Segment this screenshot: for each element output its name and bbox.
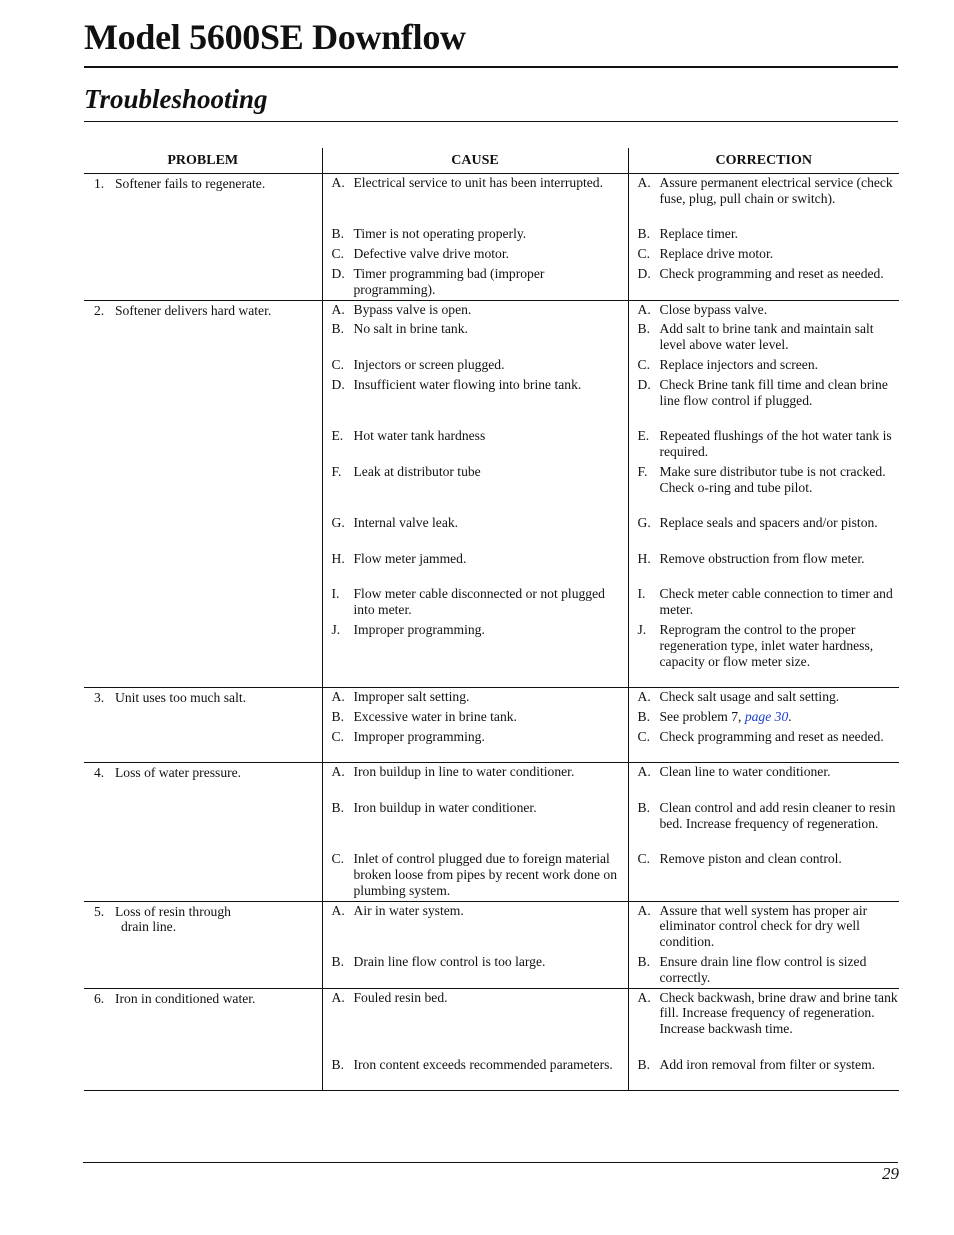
- table-row: [84, 763, 899, 901]
- cause-item: [332, 903, 628, 954]
- item-letter: A.: [331, 301, 345, 317]
- cause-cell: [322, 988, 628, 1091]
- item-letter: B.: [331, 321, 344, 337]
- cause-item: [332, 990, 628, 1057]
- correction-text-main: Replace drive motor.: [659, 246, 774, 262]
- cause-item: [332, 266, 628, 298]
- cause-item: [332, 586, 628, 622]
- cause-text: Electrical service to unit has been interrupted.: [353, 175, 603, 190]
- correction-text: [660, 622, 900, 685]
- cause-cell: [322, 901, 628, 988]
- cause-item: [332, 551, 628, 587]
- cause-item: [332, 954, 628, 986]
- problem-number: 3.: [94, 690, 105, 706]
- cause-item: [332, 226, 628, 246]
- cause-item: [332, 689, 628, 709]
- item-letter: A.: [637, 689, 651, 705]
- item-letter: C.: [331, 356, 344, 372]
- cause-cell: [322, 763, 628, 901]
- item-letter: G.: [637, 515, 651, 531]
- cause-text: Excessive water in brine tank.: [353, 708, 517, 724]
- correction-text-main: Check meter cable connection to timer and meter.: [659, 586, 893, 618]
- item-letter: F.: [637, 463, 648, 479]
- correction-text: [660, 302, 900, 322]
- cause-item: [332, 464, 628, 515]
- table-row: [84, 688, 899, 763]
- correction-text-main: Make sure distributor tube is not cracked. Check o-ring and tube pilot.: [659, 463, 886, 495]
- correction-text-main: Assure permanent electrical service (check fuse, plug, pull chain or switch).: [659, 175, 893, 206]
- correction-text: [660, 266, 900, 298]
- correction-text-end: .: [788, 708, 792, 724]
- item-letter: F.: [331, 463, 342, 479]
- item-letter: A.: [331, 764, 345, 780]
- cause-item: [332, 800, 628, 851]
- item-letter: C.: [637, 246, 650, 262]
- cause-item: [332, 302, 628, 322]
- cause-text: Iron buildup in line to water conditioner.: [353, 764, 575, 780]
- cause-text: Flow meter jammed.: [353, 550, 467, 566]
- correction-item: [638, 990, 900, 1057]
- cause-text: Hot water tank hardness: [353, 428, 486, 444]
- item-letter: B.: [331, 954, 344, 970]
- correction-item: [638, 226, 900, 246]
- cause-item: [332, 175, 628, 226]
- correction-item: [638, 729, 900, 761]
- cause-cell: [322, 174, 628, 301]
- problem-cell: [84, 901, 322, 988]
- item-letter: B.: [637, 954, 650, 970]
- cause-cell: [322, 300, 628, 688]
- cause-text: Flow meter cable disconnected or not plugged into meter.: [353, 586, 605, 618]
- page-number: 29: [882, 1164, 899, 1183]
- correction-text-main: Check salt usage and salt setting.: [659, 689, 840, 705]
- cause-text: Inlet of control plugged due to foreign material broken loose from pipes by recent work done on plumbing system.: [353, 851, 617, 898]
- problem-number: 4.: [94, 765, 105, 781]
- cause-text: No salt in brine tank.: [353, 321, 468, 337]
- correction-text: [660, 551, 900, 587]
- correction-text: [660, 689, 900, 709]
- cause-item: [332, 321, 628, 357]
- cause-text: Internal valve leak.: [353, 515, 459, 531]
- correction-item: [638, 903, 900, 954]
- item-letter: E.: [331, 428, 344, 444]
- correction-item: [638, 321, 900, 357]
- problem-cell: [84, 300, 322, 688]
- correction-item: [638, 175, 900, 226]
- correction-item: [638, 954, 900, 986]
- problem-number: 6.: [94, 990, 105, 1006]
- problem-line: [94, 176, 322, 192]
- correction-text: [660, 1057, 900, 1089]
- troubleshooting-table: [84, 148, 899, 1091]
- problem-line: [94, 303, 322, 319]
- correction-text: [660, 321, 900, 357]
- correction-text: [660, 246, 900, 266]
- problem-line: [94, 904, 322, 920]
- table-row: [84, 988, 899, 1091]
- correction-item: [638, 266, 900, 298]
- item-letter: I.: [637, 586, 646, 602]
- page-reference-link[interactable]: page 30: [744, 708, 789, 724]
- item-letter: B.: [637, 708, 650, 724]
- correction-text: [660, 515, 900, 551]
- item-letter: A.: [637, 989, 651, 1005]
- correction-text-main: Replace injectors and screen.: [659, 356, 819, 372]
- item-letter: D.: [331, 265, 345, 281]
- correction-item: [638, 764, 900, 800]
- correction-text-main: Add iron removal from filter or system.: [659, 1056, 876, 1072]
- cause-text: Iron content exceeds recommended parameters.: [353, 1056, 613, 1072]
- correction-text: [660, 428, 900, 464]
- correction-text: [660, 226, 900, 246]
- item-letter: C.: [637, 851, 650, 867]
- item-letter: B.: [637, 1056, 650, 1072]
- correction-item: [638, 1057, 900, 1089]
- cause-item: [332, 246, 628, 266]
- problem-cell: [84, 688, 322, 763]
- correction-text: [660, 990, 900, 1057]
- item-letter: B.: [637, 799, 650, 815]
- item-letter: H.: [331, 550, 345, 566]
- correction-text: [660, 357, 900, 377]
- item-letter: A.: [331, 175, 345, 190]
- item-letter: B.: [637, 321, 650, 337]
- problem-number: 5.: [94, 903, 105, 919]
- column-header-problem: PROBLEM: [84, 148, 322, 174]
- problem-line: [94, 991, 322, 1007]
- correction-item: [638, 689, 900, 709]
- page-title: Model 5600SE Downflow: [84, 17, 466, 57]
- correction-text-main: Remove piston and clean control.: [659, 851, 842, 867]
- item-letter: C.: [637, 728, 650, 744]
- correction-item: [638, 246, 900, 266]
- problem-line: [94, 765, 322, 781]
- correction-cell: [628, 901, 899, 988]
- cause-item: [332, 515, 628, 551]
- problem-text: Softener delivers hard water.: [115, 302, 272, 318]
- cause-text: Drain line flow control is too large.: [353, 954, 546, 970]
- cause-text: Bypass valve is open.: [353, 301, 472, 317]
- item-letter: C.: [331, 851, 344, 867]
- item-letter: A.: [637, 764, 651, 780]
- table-header-row: [84, 148, 899, 174]
- correction-item: [638, 515, 900, 551]
- item-letter: A.: [637, 902, 651, 918]
- problem-text: Softener fails to regenerate.: [115, 176, 266, 191]
- cause-item: [332, 1057, 628, 1089]
- problem-cell: [84, 174, 322, 301]
- cause-item: [332, 764, 628, 800]
- cause-item: [332, 851, 628, 898]
- cause-cell: [322, 688, 628, 763]
- correction-text-main: Clean control and add resin cleaner to resin bed. Increase frequency of regeneration.: [659, 799, 896, 831]
- correction-cell: [628, 988, 899, 1091]
- correction-item: [638, 851, 900, 898]
- correction-text: [660, 764, 900, 800]
- section-rule: [84, 121, 898, 122]
- problem-text: Loss of water pressure.: [115, 765, 242, 781]
- problem-text: Loss of resin through: [115, 903, 231, 919]
- correction-text: [660, 709, 900, 729]
- correction-text: [660, 175, 900, 226]
- correction-item: [638, 357, 900, 377]
- cause-item: [332, 428, 628, 464]
- item-letter: D.: [637, 376, 651, 392]
- table-row: [84, 901, 899, 988]
- footer-rule: [83, 1162, 898, 1163]
- correction-item: [638, 464, 900, 515]
- item-letter: C.: [637, 356, 650, 372]
- correction-text: [660, 377, 900, 428]
- correction-text: [660, 954, 900, 986]
- correction-text-main: Check backwash, brine draw and brine tank fill. Increase frequency of regeneration. Increase backwash time.: [659, 989, 898, 1037]
- cause-text: Timer programming bad (improper programming).: [353, 265, 545, 297]
- cause-text: Fouled resin bed.: [353, 989, 448, 1005]
- item-letter: B.: [331, 226, 344, 242]
- problem-line: [94, 690, 322, 706]
- cause-text: Improper programming.: [353, 728, 485, 744]
- correction-item: [638, 800, 900, 851]
- item-letter: B.: [331, 708, 344, 724]
- item-letter: A.: [637, 175, 651, 190]
- correction-text-main: Add salt to brine tank and maintain salt level above water level.: [659, 321, 874, 353]
- correction-cell: [628, 174, 899, 301]
- cause-item: [332, 622, 628, 685]
- correction-text-main: Check programming and reset as needed.: [659, 728, 884, 744]
- correction-text-main: Remove obstruction from flow meter.: [659, 550, 865, 566]
- correction-text-main: Replace seals and spacers and/or piston.: [659, 515, 878, 531]
- cause-item: [332, 709, 628, 729]
- correction-item: [638, 586, 900, 622]
- cause-text: Improper programming.: [353, 621, 485, 637]
- cause-text: Iron buildup in water conditioner.: [353, 799, 537, 815]
- correction-text: [660, 851, 900, 898]
- title-rule: [84, 66, 898, 68]
- section-heading: Troubleshooting: [84, 84, 268, 114]
- item-letter: J.: [637, 621, 647, 637]
- correction-text-main: Ensure drain line flow control is sized correctly.: [659, 954, 867, 985]
- item-letter: C.: [331, 728, 344, 744]
- cause-text: Air in water system.: [353, 902, 464, 918]
- item-letter: D.: [637, 265, 651, 281]
- correction-text: [660, 903, 900, 954]
- cause-text: Insufficient water flowing into brine tank.: [353, 376, 582, 392]
- correction-text: [660, 800, 900, 851]
- correction-text: [660, 464, 900, 515]
- correction-text: [660, 586, 900, 622]
- correction-cell: [628, 763, 899, 901]
- cause-text: Improper salt setting.: [353, 689, 470, 705]
- correction-text-main: Reprogram the control to the proper regeneration type, inlet water hardness, capacity or flow meter size.: [659, 621, 874, 669]
- cause-item: [332, 729, 628, 761]
- item-letter: B.: [331, 1056, 344, 1072]
- item-letter: G.: [331, 515, 345, 531]
- correction-text: [660, 729, 900, 761]
- problem-cell: [84, 763, 322, 901]
- item-letter: I.: [331, 586, 340, 602]
- column-header-correction: CORRECTION: [628, 148, 899, 174]
- table-row: [84, 174, 899, 301]
- correction-item: [638, 428, 900, 464]
- problem-cell: [84, 988, 322, 1091]
- column-header-cause: CAUSE: [322, 148, 628, 174]
- problem-text: Unit uses too much salt.: [115, 690, 247, 706]
- correction-item: [638, 622, 900, 685]
- correction-item: [638, 377, 900, 428]
- correction-text-main: Repeated flushings of the hot water tank is required.: [659, 428, 892, 459]
- cause-text: Leak at distributor tube: [353, 463, 481, 479]
- problem-text: Iron in conditioned water.: [115, 990, 256, 1006]
- cause-text: Timer is not operating properly.: [353, 226, 527, 242]
- correction-cell: [628, 300, 899, 688]
- correction-item: [638, 709, 900, 729]
- item-letter: H.: [637, 550, 651, 566]
- item-letter: A.: [331, 689, 345, 705]
- correction-cell: [628, 688, 899, 763]
- cause-item: [332, 377, 628, 428]
- correction-text-main: Check Brine tank fill time and clean brine line flow control if plugged.: [659, 376, 888, 408]
- correction-text-main: Assure that well system has proper air eliminator control check for dry well condition.: [659, 902, 868, 950]
- correction-text-main: Close bypass valve.: [659, 301, 768, 317]
- cause-item: [332, 357, 628, 377]
- item-letter: B.: [331, 799, 344, 815]
- cause-text: Injectors or screen plugged.: [353, 356, 505, 372]
- item-letter: A.: [331, 902, 345, 918]
- item-letter: A.: [637, 301, 651, 317]
- problem-number: 2.: [94, 302, 105, 318]
- cause-text: Defective valve drive motor.: [353, 246, 510, 262]
- item-letter: J.: [331, 621, 341, 637]
- item-letter: B.: [637, 226, 650, 242]
- problem-text-continued: drain line.: [121, 919, 177, 935]
- correction-text-main: See problem 7,: [659, 708, 742, 724]
- item-letter: D.: [331, 376, 345, 392]
- correction-text-main: Clean line to water conditioner.: [659, 764, 831, 780]
- correction-item: [638, 302, 900, 322]
- correction-item: [638, 551, 900, 587]
- correction-text-main: Check programming and reset as needed.: [659, 265, 884, 281]
- item-letter: C.: [331, 246, 344, 262]
- table-row: [84, 300, 899, 688]
- problem-number: 1.: [94, 176, 105, 191]
- item-letter: E.: [637, 428, 650, 444]
- item-letter: A.: [331, 989, 345, 1005]
- correction-text-main: Replace timer.: [659, 226, 739, 242]
